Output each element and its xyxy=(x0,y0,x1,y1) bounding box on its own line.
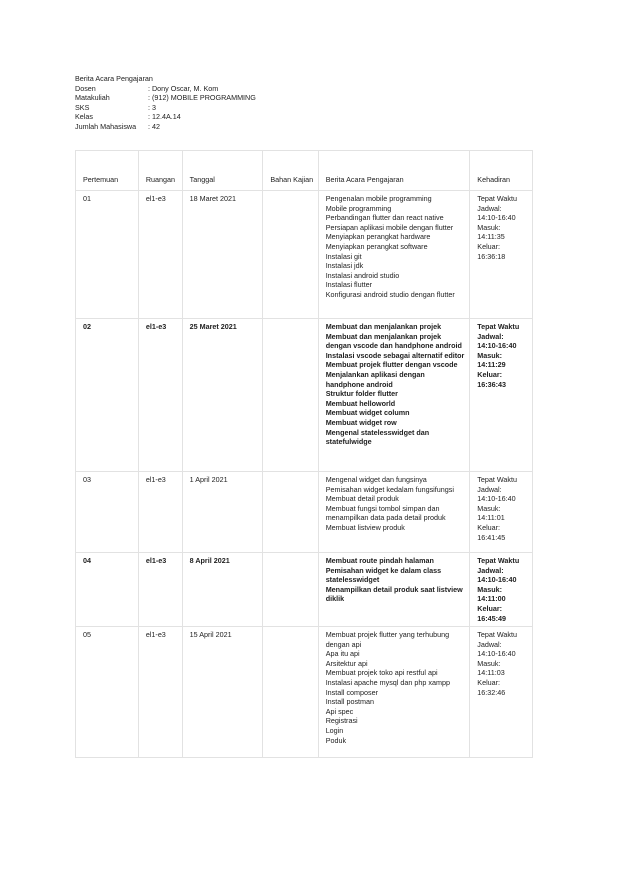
cell-ruangan: el1-e3 xyxy=(138,627,182,758)
header-field-dosen xyxy=(75,84,256,94)
berita-line: Membuat listview produk xyxy=(325,522,405,532)
cell-berita-acara xyxy=(318,191,470,319)
field-label: SKS xyxy=(75,102,90,112)
kehadiran-line: Masuk: xyxy=(477,658,501,668)
berita-line: Instalasi flutter xyxy=(325,280,373,290)
kehadiran-line: Tepat Waktu xyxy=(477,475,517,484)
kehadiran-line: 16:41:45 xyxy=(477,532,506,542)
field-label: Dosen xyxy=(75,83,96,93)
kehadiran-line: Jadwal: xyxy=(477,639,502,649)
kehadiran-line: Tepat Waktu xyxy=(477,194,517,203)
berita-line: Membuat projek flutter yang terhubung dengan api xyxy=(325,630,450,649)
cell-pertemuan: 02 xyxy=(76,319,139,472)
berita-line: Membuat detail produk xyxy=(325,494,399,504)
berita-line: Arsitektur api xyxy=(325,658,368,668)
berita-acara-table xyxy=(75,150,533,758)
table-row xyxy=(76,191,533,319)
field-label: Jumlah Mahasiswa xyxy=(75,121,137,131)
berita-line: Membuat dan menjalankan projek dengan vscode dan handphone android xyxy=(325,331,462,351)
cell-pertemuan: 05 xyxy=(76,627,139,758)
berita-line: Pengenalan mobile programming xyxy=(325,194,432,203)
header-field-sks xyxy=(75,103,256,113)
kehadiran-line: 14:11:35 xyxy=(477,232,505,242)
kehadiran-line: Jadwal: xyxy=(477,331,504,341)
table-body xyxy=(76,191,533,758)
berita-line: Instalasi jdk xyxy=(325,261,364,271)
cell-ruangan: el1-e3 xyxy=(138,553,182,627)
field-value: : 12.4A.14 xyxy=(148,112,181,122)
kehadiran-line: 14:10-16:40 xyxy=(477,341,517,351)
berita-line: Apa itu api xyxy=(325,649,360,659)
kehadiran-line: Masuk: xyxy=(477,222,501,232)
berita-line: Instalasi git xyxy=(325,251,362,261)
cell-kehadiran xyxy=(470,191,533,319)
kehadiran-line: 14:10-16:40 xyxy=(477,649,516,659)
table-row xyxy=(76,319,533,472)
berita-line: Membuat widget row xyxy=(325,417,397,427)
kehadiran-line: 16:32:46 xyxy=(477,687,506,697)
kehadiran-line: 16:36:18 xyxy=(477,251,506,261)
berita-line: Menjalankan aplikasi dengan handphone android xyxy=(325,369,425,389)
berita-line: Membuat projek toko api restful api xyxy=(325,668,438,678)
cell-bahan-kajian xyxy=(263,553,318,627)
berita-line: Persiapan aplikasi mobile dengan flutter xyxy=(325,222,454,232)
berita-line: Install composer xyxy=(325,687,379,697)
field-label: Matakuliah xyxy=(75,93,110,103)
header-field-matakuliah xyxy=(75,93,256,103)
berita-line: Install postman xyxy=(325,697,375,707)
table-row xyxy=(76,472,533,553)
kehadiran-line: Keluar: xyxy=(477,677,501,687)
cell-berita-acara xyxy=(318,627,470,758)
field-label: Kelas xyxy=(75,112,93,122)
kehadiran-line: 14:11:29 xyxy=(477,360,506,370)
cell-tanggal: 8 April 2021 xyxy=(182,553,263,627)
cell-tanggal: 18 Maret 2021 xyxy=(182,191,263,319)
cell-kehadiran xyxy=(470,472,533,553)
cell-berita-acara xyxy=(318,319,470,472)
berita-line: Konfigurasi android studio dengan flutter xyxy=(325,289,455,299)
column-header-tanggal: Tanggal xyxy=(182,151,263,191)
berita-line: Registrasi xyxy=(325,716,358,726)
kehadiran-line: 14:11:01 xyxy=(477,513,505,523)
cell-kehadiran xyxy=(470,319,533,472)
berita-line: Pemisahan widget kedalam fungsifungsi xyxy=(325,484,454,494)
kehadiran-line: 14:10-16:40 xyxy=(477,494,516,504)
kehadiran-line: 14:10-16:40 xyxy=(477,213,516,223)
cell-ruangan: el1-e3 xyxy=(138,319,182,472)
berita-line: Membuat fungsi tombol simpan dan menampilkan data pada detail produk xyxy=(325,503,446,523)
field-value: : Dony Oscar, M. Kom xyxy=(148,83,219,93)
berita-line: Api spec xyxy=(325,706,354,716)
kehadiran-line: Tepat Waktu xyxy=(477,322,520,331)
column-header-bahan-kajian: Bahan Kajian xyxy=(263,151,318,191)
header-field-jumlah-mahasiswa xyxy=(75,122,256,132)
berita-line: Poduk xyxy=(325,735,347,745)
berita-line: Membuat dan menjalankan projek xyxy=(325,322,442,331)
kehadiran-line: 16:36:43 xyxy=(477,379,507,389)
berita-line: Menampilkan detail produk saat listview diklik xyxy=(325,584,463,604)
berita-line: Mengenal statelesswidget dan statefulwidge xyxy=(325,427,430,447)
cell-pertemuan: 03 xyxy=(76,472,139,553)
cell-kehadiran xyxy=(470,553,533,627)
field-value: : 42 xyxy=(148,121,160,131)
kehadiran-line: Jadwal: xyxy=(477,203,502,213)
kehadiran-line: Tepat Waktu xyxy=(477,556,520,565)
cell-bahan-kajian xyxy=(263,627,318,758)
kehadiran-line: 14:11:00 xyxy=(477,594,506,604)
berita-line: Perbandingan flutter dan react native xyxy=(325,213,444,223)
berita-line: Instalasi vscode sebagai alternatif editor xyxy=(325,350,465,360)
kehadiran-line: Masuk: xyxy=(477,503,501,513)
cell-kehadiran xyxy=(470,627,533,758)
cell-tanggal: 25 Maret 2021 xyxy=(182,319,263,472)
kehadiran-line: Keluar: xyxy=(477,241,501,251)
cell-pertemuan: 04 xyxy=(76,553,139,627)
berita-line: Membuat widget column xyxy=(325,408,410,418)
column-header-berita-acara: Berita Acara Pengajaran xyxy=(318,151,470,191)
cell-tanggal: 15 April 2021 xyxy=(182,627,263,758)
kehadiran-line: Keluar: xyxy=(477,603,503,613)
document-header xyxy=(75,74,256,132)
kehadiran-line: 14:11:03 xyxy=(477,668,505,678)
table-row xyxy=(76,627,533,758)
column-header-pertemuan: Pertemuan xyxy=(76,151,139,191)
cell-bahan-kajian xyxy=(263,191,318,319)
kehadiran-line: Jadwal: xyxy=(477,565,504,575)
berita-line: Menyiapkan perangkat hardware xyxy=(325,232,431,242)
cell-ruangan: el1-e3 xyxy=(138,191,182,319)
berita-line: Struktur folder flutter xyxy=(325,389,398,399)
kehadiran-line: Keluar: xyxy=(477,522,501,532)
cell-ruangan: el1-e3 xyxy=(138,472,182,553)
cell-bahan-kajian xyxy=(263,472,318,553)
berita-line: Membuat route pindah halaman xyxy=(325,556,434,565)
berita-line: Mengenal widget dan fungsinya xyxy=(325,475,427,484)
berita-line: Membuat projek flutter dengan vscode xyxy=(325,360,458,370)
field-value: : (912) MOBILE PROGRAMMING xyxy=(148,93,256,103)
berita-line: Menyiapkan perangkat software xyxy=(325,241,428,251)
kehadiran-line: Keluar: xyxy=(477,369,503,379)
kehadiran-line: Jadwal: xyxy=(477,484,502,494)
column-header-ruangan: Ruangan xyxy=(138,151,182,191)
kehadiran-line: Tepat Waktu xyxy=(477,630,517,639)
kehadiran-line: Masuk: xyxy=(477,350,503,360)
kehadiran-line: 14:10-16:40 xyxy=(477,575,517,585)
column-header-kehadiran: Kehadiran xyxy=(470,151,533,191)
field-value: : 3 xyxy=(148,102,156,112)
berita-line: Instalasi android studio xyxy=(325,270,400,280)
kehadiran-line: 16:45:49 xyxy=(477,613,507,623)
table-header-row xyxy=(76,151,533,191)
cell-pertemuan: 01 xyxy=(76,191,139,319)
berita-line: Mobile programming xyxy=(325,203,392,213)
berita-line: Pemisahan widget ke dalam class statelesswidget xyxy=(325,565,442,585)
berita-line: Login xyxy=(325,725,344,735)
header-field-kelas xyxy=(75,112,256,122)
kehadiran-line: Masuk: xyxy=(477,584,503,594)
document-title: Berita Acara Pengajaran xyxy=(75,74,153,83)
cell-tanggal: 1 April 2021 xyxy=(182,472,263,553)
berita-line: Instalasi apache mysql dan php xampp xyxy=(325,677,450,687)
berita-line: Membuat helloworld xyxy=(325,398,396,408)
table-row xyxy=(76,553,533,627)
cell-bahan-kajian xyxy=(263,319,318,472)
cell-berita-acara xyxy=(318,472,470,553)
cell-berita-acara xyxy=(318,553,470,627)
